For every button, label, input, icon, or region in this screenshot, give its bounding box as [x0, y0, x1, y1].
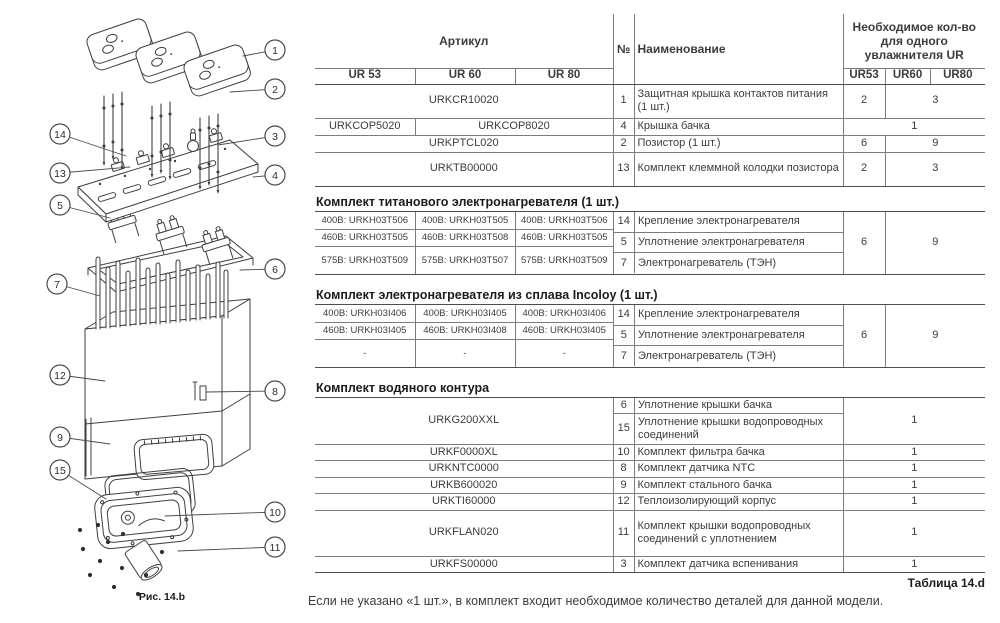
num-cell: 14 [614, 212, 635, 233]
flange-cover-shape [93, 486, 194, 583]
qty-cell: 1 [843, 444, 985, 461]
exploded-view-diagram [10, 4, 310, 618]
qty-cell: 1 [843, 118, 985, 135]
num-cell: 12 [613, 494, 634, 511]
article-cell: 460В: URKH03T508 [415, 230, 515, 247]
num-cell: 14 [614, 305, 635, 326]
parts-table-main [315, 14, 985, 187]
article-cell: - [515, 340, 613, 367]
svg-text:1: 1 [272, 45, 278, 57]
svg-text:11: 11 [270, 542, 281, 554]
qty-cell: 1 [843, 556, 985, 573]
article-cell: URKB600020 [315, 477, 613, 494]
callout-14 [50, 124, 70, 144]
num-cell: 4 [613, 118, 634, 135]
humidifier-exploded-drawing [10, 4, 310, 618]
callout-15 [50, 460, 70, 480]
name-cell: Уплотнение электронагревателя [635, 325, 844, 346]
qty-cell: 2 [843, 152, 885, 186]
svg-text:14: 14 [54, 129, 66, 141]
qty-cell: 6 [843, 211, 885, 274]
table-row [315, 477, 985, 494]
titanium-items [614, 212, 844, 274]
name-cell: Крепление электронагревателя [635, 305, 844, 326]
qty-cell: 1 [843, 477, 985, 494]
svg-text:6: 6 [272, 264, 278, 276]
name-cell: Комплект фильтра бачка [634, 444, 843, 461]
incoloy-kit-title: Комплект электронагревателя из сплава Incoloy (1 шт.) [316, 288, 985, 302]
callout-4 [265, 165, 285, 185]
callout-3 [265, 126, 285, 146]
article-cell: URKFLAN020 [315, 510, 613, 556]
article-cell: 575В: URKH03T509 [515, 247, 613, 274]
qty-cell: 1 [843, 494, 985, 511]
qty-cell: 1 [843, 397, 985, 444]
water-group-items [614, 398, 844, 444]
svg-text:4: 4 [272, 170, 278, 182]
table-caption: Таблица 14.d [315, 576, 985, 590]
num-cell: 9 [613, 477, 634, 494]
name-cell: Комплект датчика NTC [634, 461, 843, 478]
article-cell: URKNTC0000 [315, 461, 613, 478]
tank-cover-plate-shape [78, 127, 258, 222]
article-cell: 400В: URKH03I405 [415, 305, 515, 323]
qty-col-ur53: UR53 [843, 68, 885, 84]
article-cell: URKPTCL020 [315, 135, 613, 152]
qty-cell: 9 [885, 135, 985, 152]
num-cell: 7 [614, 346, 635, 367]
name-cell: Электронагреватель (ТЭН) [635, 346, 844, 367]
num-cell: 10 [613, 444, 634, 461]
name-cell: Защитная крышка контактов питания (1 шт.) [634, 84, 843, 118]
svg-text:13: 13 [54, 168, 66, 180]
footnote: Если не указано «1 шт.», в комплект входит необходимое количество деталей для данной модели. [308, 594, 883, 608]
qty-cell: 9 [885, 304, 985, 367]
name-cell: Комплект датчика вспенивания [634, 556, 843, 573]
svg-text:9: 9 [57, 432, 63, 444]
num-header: № [613, 14, 634, 84]
num-cell: 5 [614, 232, 635, 253]
callout-8 [265, 381, 285, 401]
name-cell: Комплект стального бачка [634, 477, 843, 494]
table-row [315, 152, 985, 186]
svg-text:15: 15 [54, 465, 66, 477]
qty-header: Необходимое кол-во для одного увлажнителя UR [843, 14, 985, 68]
callout-9 [50, 427, 70, 447]
article-cell: 460В: URKH03T505 [515, 230, 613, 247]
incoloy-kit-table [315, 304, 985, 368]
table-row [315, 135, 985, 152]
article-cell: URKTI60000 [315, 494, 613, 511]
article-cell: - [415, 340, 515, 367]
callout-7 [47, 274, 67, 294]
name-cell: Уплотнение электронагревателя [635, 232, 844, 253]
water-kit-title: Комплект водяного контура [316, 381, 985, 395]
callout-12 [50, 365, 70, 385]
article-cell: URKTB00000 [315, 152, 613, 186]
table-row [315, 84, 985, 118]
article-cell: - [315, 340, 415, 367]
model-col-ur53: UR 53 [315, 68, 415, 84]
article-cell: 575В: URKH03T509 [315, 247, 415, 274]
valve-shape [188, 129, 199, 152]
articul-header: Артикул [315, 14, 613, 68]
titanium-kit-table [315, 211, 985, 275]
callout-13 [50, 163, 70, 183]
article-cell: 400В: URKH03I406 [315, 305, 415, 323]
qty-col-ur60: UR60 [885, 68, 930, 84]
qty-cell: 3 [885, 152, 985, 186]
article-cell: 400В: URKH03T506 [315, 212, 415, 230]
num-cell: 3 [613, 556, 634, 573]
table-row [315, 444, 985, 461]
num-cell: 2 [613, 135, 634, 152]
qty-cell: 6 [843, 135, 885, 152]
article-cell: URKCOP5020 [315, 118, 415, 135]
callout-6 [265, 259, 285, 279]
figure-caption: Рис. 14.b [139, 591, 185, 603]
article-cell: 575В: URKH03T507 [415, 247, 515, 274]
svg-text:3: 3 [272, 131, 278, 143]
name-cell: Электронагреватель (ТЭН) [635, 253, 844, 274]
num-cell: 6 [614, 398, 635, 414]
table-row [315, 510, 985, 556]
article-cell: 460В: URKH03I408 [415, 323, 515, 340]
qty-cell: 2 [843, 84, 885, 118]
qty-col-ur80: UR80 [930, 68, 985, 84]
parts-table-section [315, 14, 985, 590]
article-cell: 460В: URKH03I405 [315, 323, 415, 340]
name-cell: Крепление электронагревателя [635, 212, 844, 233]
table-row [315, 118, 985, 135]
name-cell: Теплоизолирующий корпус [634, 494, 843, 511]
incoloy-items [614, 305, 844, 367]
callout-5 [50, 195, 70, 215]
name-cell: Уплотнение крышки бачка [635, 398, 844, 414]
article-cell: 400В: URKH03I406 [515, 305, 613, 323]
article-cell: 400В: URKH03T505 [415, 212, 515, 230]
svg-text:7: 7 [54, 279, 60, 291]
model-col-ur60: UR 60 [415, 68, 515, 84]
article-cell: URKCR10020 [315, 84, 613, 118]
article-cell: 460В: URKH03T505 [315, 230, 415, 247]
qty-cell: 1 [843, 510, 985, 556]
article-cell: URKFS00000 [315, 556, 613, 573]
titanium-kit-title: Комплект титанового электронагревателя (1 шт.) [316, 195, 985, 209]
table-row [315, 556, 985, 573]
num-cell: 5 [614, 325, 635, 346]
svg-text:12: 12 [54, 370, 66, 382]
article-cell: 400В: URKH03T506 [515, 212, 613, 230]
titanium-articles [315, 212, 613, 274]
article-cell: 460В: URKH03I405 [515, 323, 613, 340]
svg-text:8: 8 [272, 386, 278, 398]
article-cell: URKG200XXL [315, 397, 613, 444]
qty-cell: 1 [843, 461, 985, 478]
name-header: Наименование [634, 14, 843, 84]
qty-cell: 9 [885, 211, 985, 274]
num-cell: 7 [614, 253, 635, 274]
num-cell: 13 [613, 152, 634, 186]
callout-11 [265, 537, 285, 557]
name-cell: Крышка бачка [634, 118, 843, 135]
num-cell: 11 [613, 510, 634, 556]
name-cell: Комплект клеммной колодки позистора [634, 152, 843, 186]
name-cell: Позистор (1 шт.) [634, 135, 843, 152]
table-row [315, 397, 985, 444]
article-cell: URKCOP8020 [415, 118, 613, 135]
name-cell: Комплект крышки водопроводных соединений с уплотнением [634, 510, 843, 556]
table-row [315, 461, 985, 478]
svg-text:5: 5 [57, 200, 63, 212]
covers-shape [85, 17, 253, 98]
article-cell: URKF0000XL [315, 444, 613, 461]
name-cell: Уплотнение крышки водопроводных соединений [635, 414, 844, 444]
callout-1 [265, 40, 285, 60]
num-cell: 8 [613, 461, 634, 478]
water-kit-table [315, 397, 985, 574]
qty-cell: 6 [843, 304, 885, 367]
svg-text:2: 2 [272, 84, 278, 96]
incoloy-articles [315, 305, 613, 367]
callout-2 [265, 79, 285, 99]
callout-10 [265, 502, 285, 522]
qty-cell: 3 [885, 84, 985, 118]
table-row [315, 494, 985, 511]
num-cell: 1 [613, 84, 634, 118]
model-col-ur80: UR 80 [515, 68, 613, 84]
svg-text:10: 10 [269, 507, 281, 519]
num-cell: 15 [614, 414, 635, 444]
